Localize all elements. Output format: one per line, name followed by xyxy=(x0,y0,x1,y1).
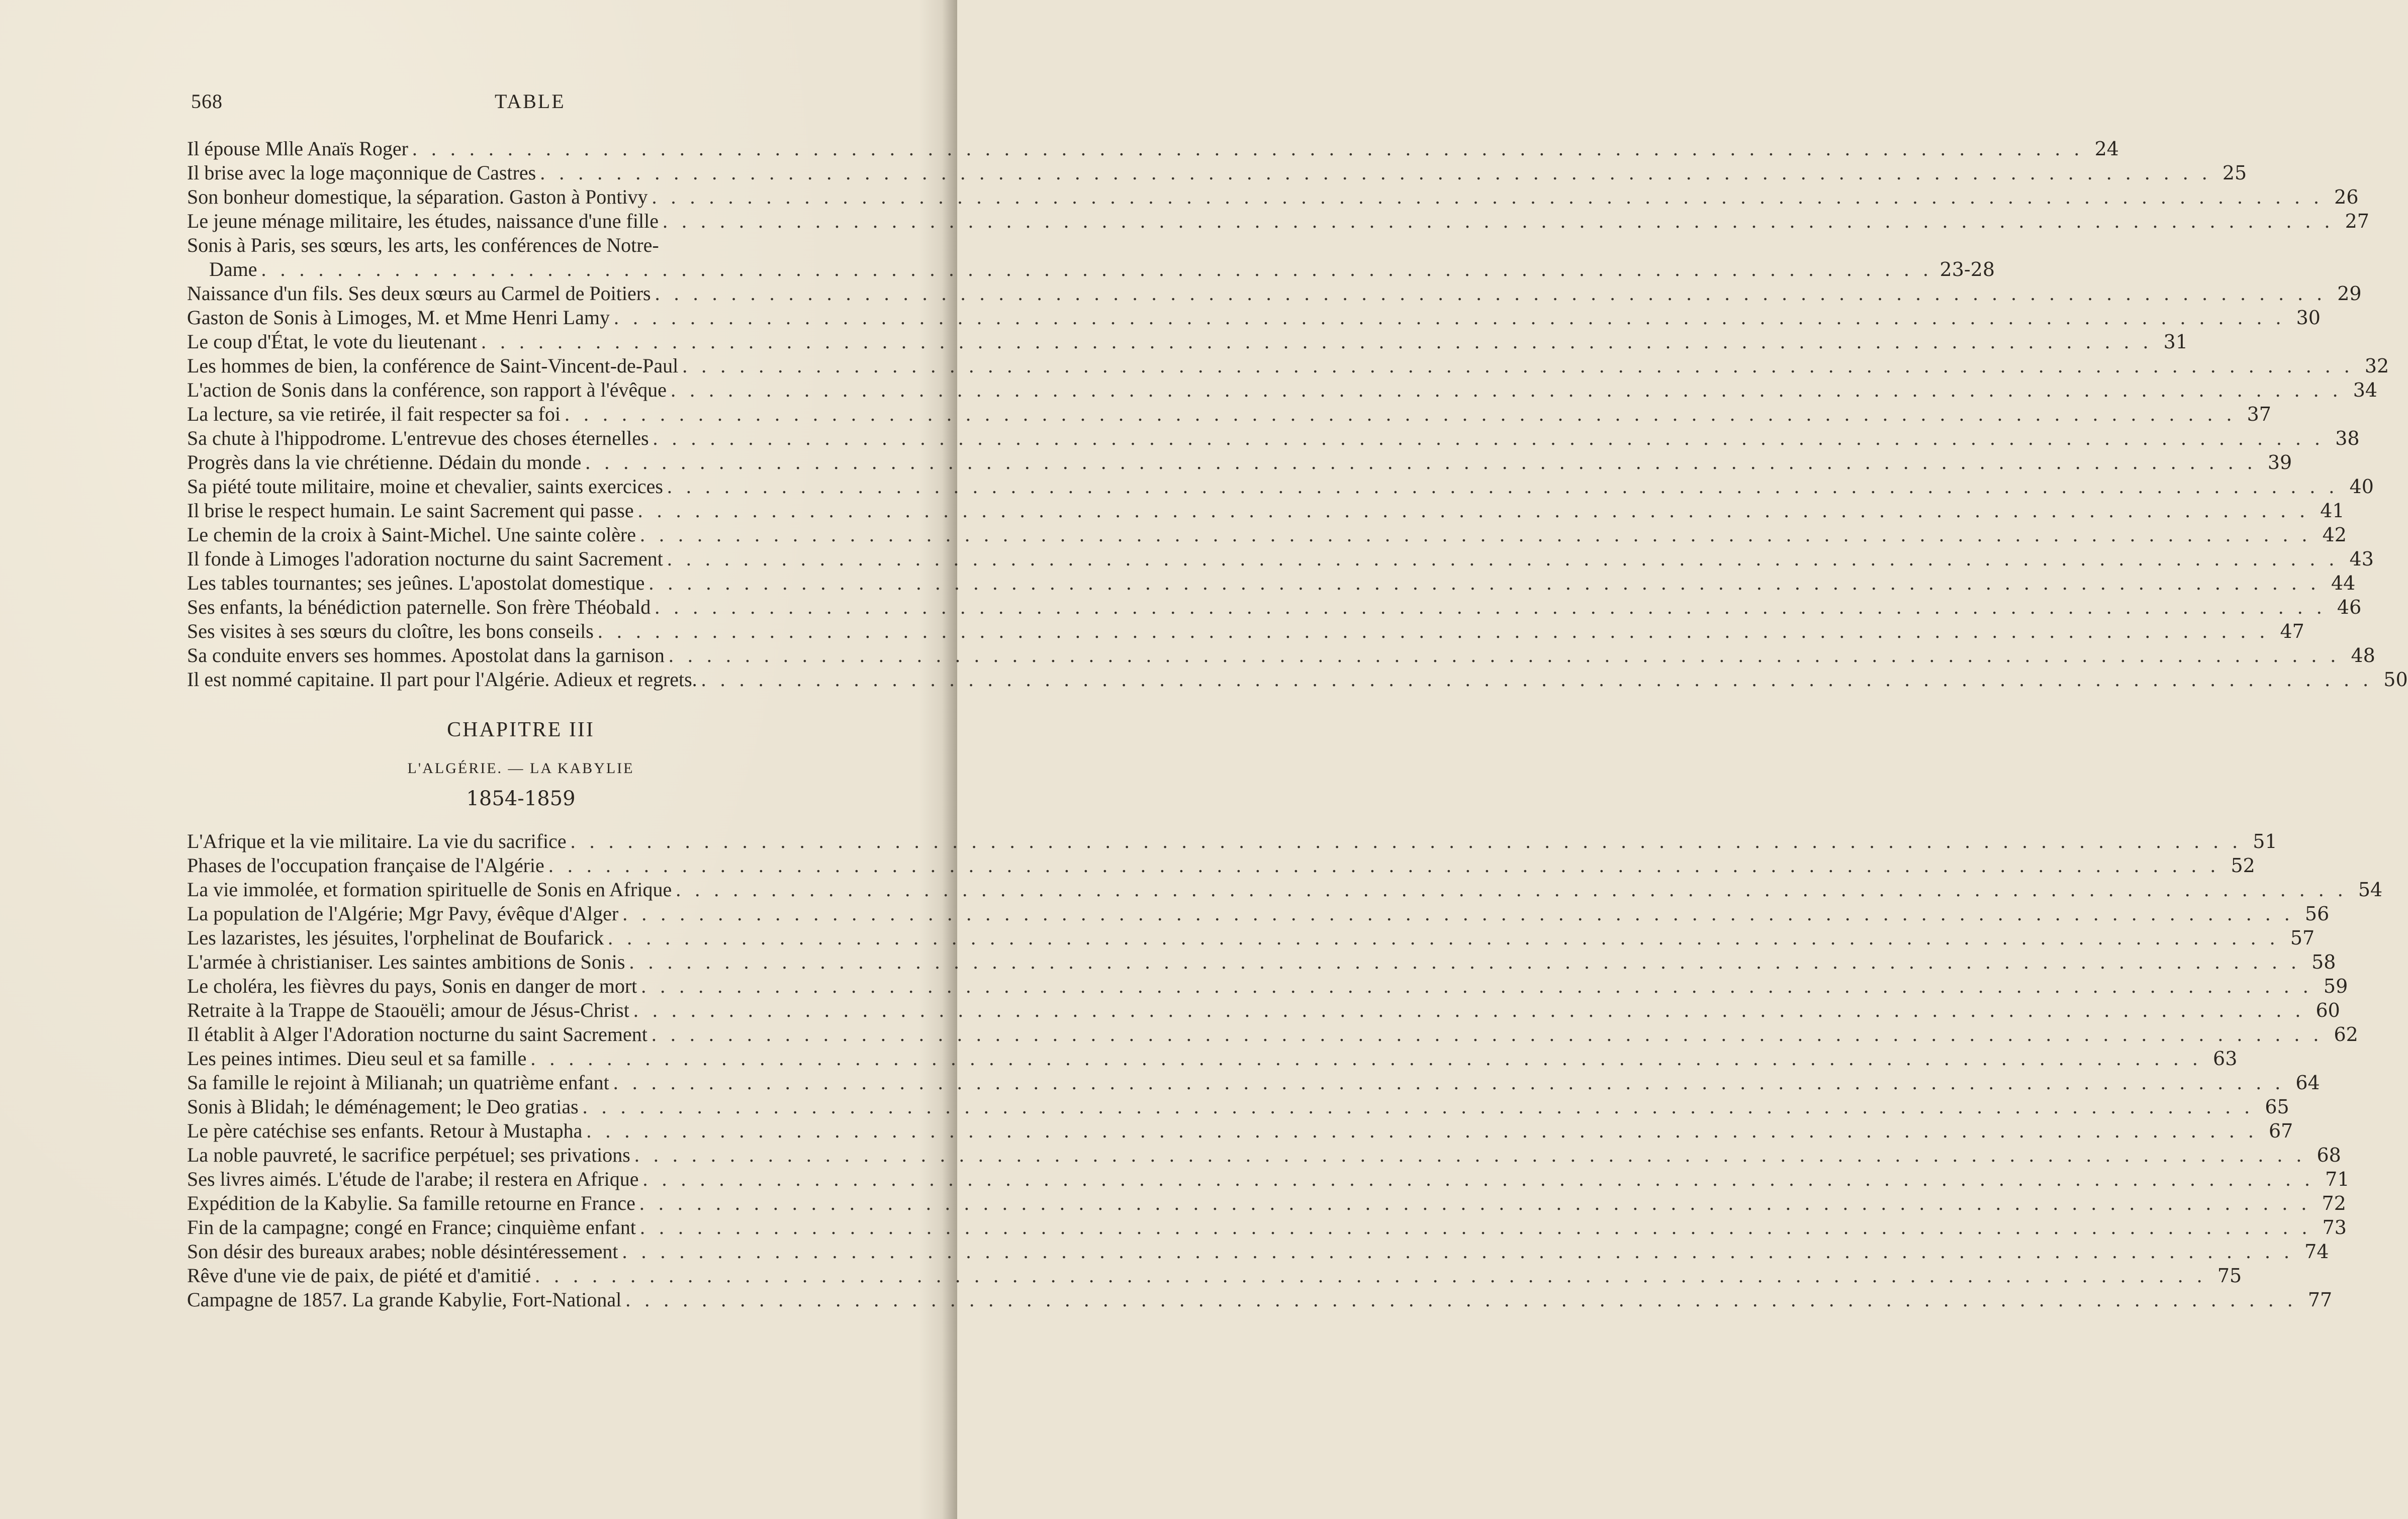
toc-entry-title: La noble pauvreté, le sacrifice perpétuel; ses privations xyxy=(187,1144,630,1166)
toc-entry xyxy=(187,853,2255,878)
toc-entry-page: 25 xyxy=(2222,162,2247,184)
toc-entry-page: 48 xyxy=(2351,644,2375,667)
toc-entry xyxy=(187,209,2369,233)
toc-entry xyxy=(187,1240,2329,1264)
dot-leader xyxy=(667,547,2339,571)
dot-leader xyxy=(585,450,2257,474)
toc-entry xyxy=(187,1022,2358,1047)
toc-entry xyxy=(187,1264,2242,1288)
toc-entry xyxy=(187,668,2408,692)
toc-entry-title: La lecture, sa vie retirée, il fait respecter sa foi xyxy=(187,403,561,425)
dot-leader xyxy=(655,281,2327,306)
toc-entry xyxy=(187,523,2347,547)
chapter-title: CHAPITRE III xyxy=(447,718,595,741)
dot-leader xyxy=(613,1071,2285,1095)
toc-entry xyxy=(187,902,2330,926)
toc-entry xyxy=(187,571,2356,595)
toc-entry-page: 64 xyxy=(2295,1072,2320,1094)
toc-entry-title: Le coup d'État, le vote du lieutenant xyxy=(187,330,478,353)
toc-entry xyxy=(187,1191,2346,1215)
toc-entry xyxy=(187,619,2304,643)
toc-entry-title: Les lazaristes, les jésuites, l'orphelinat de Boufarick xyxy=(187,926,604,949)
toc-entry xyxy=(187,1167,2350,1191)
toc-entry-page: 73 xyxy=(2322,1216,2347,1239)
toc-entry-title: Sa chute à l'hippodrome. L'entrevue des choses éternelles xyxy=(187,427,649,449)
toc-entry-title: Progrès dans la vie chrétienne. Dédain du monde xyxy=(187,451,582,473)
toc-entry xyxy=(187,1047,2238,1071)
dot-leader xyxy=(639,1191,2311,1215)
toc-entry-page: 27 xyxy=(2345,210,2369,232)
toc-entry xyxy=(187,878,2383,902)
dot-leader xyxy=(565,402,2236,426)
dot-leader xyxy=(652,185,2324,209)
toc-entry xyxy=(187,595,2362,619)
toc-entry-page: 44 xyxy=(2331,572,2356,594)
dot-leader xyxy=(535,1264,2206,1288)
toc-entry xyxy=(187,1119,2293,1143)
toc-entry-page: 57 xyxy=(2290,927,2315,949)
toc-entry xyxy=(187,1288,2333,1312)
toc-entry xyxy=(187,1143,2341,1167)
toc-entry xyxy=(187,378,2378,402)
toc-entry-page: 43 xyxy=(2349,548,2374,570)
toc-list-chapter-2 xyxy=(187,137,2408,692)
toc-entry xyxy=(187,547,2374,571)
dot-leader xyxy=(548,853,2220,878)
toc-entry xyxy=(187,161,2247,185)
toc-entry-page: 63 xyxy=(2213,1048,2238,1070)
toc-entry-page: 60 xyxy=(2316,999,2340,1021)
dot-leader xyxy=(412,137,2084,161)
dot-leader xyxy=(649,571,2320,595)
toc-entry-page: 50 xyxy=(2383,669,2408,691)
toc-entry xyxy=(187,926,2315,950)
toc-entry-page: 62 xyxy=(2334,1023,2358,1046)
toc-entry xyxy=(187,233,855,257)
toc-entry-title: L'armée à christianiser. Les saintes ambitions de Sonis xyxy=(187,951,625,973)
toc-entry-page: 38 xyxy=(2335,427,2360,449)
toc-entry-title: Il fonde à Limoges l'adoration nocturne du saint Sacrement xyxy=(187,547,663,570)
toc-entry xyxy=(187,257,1995,281)
toc-entry-title: Son désir des bureaux arabes; noble désintéressement xyxy=(187,1240,618,1263)
dot-leader xyxy=(586,1119,2258,1143)
toc-entry xyxy=(187,306,2321,330)
toc-entry xyxy=(187,402,2271,426)
toc-entry-page: 30 xyxy=(2296,307,2321,329)
dot-leader xyxy=(641,974,2312,998)
page-number: 568 xyxy=(191,90,223,113)
toc-entry-title: Sonis à Blidah; le déménagement; le Deo gratias xyxy=(187,1095,579,1118)
toc-entry xyxy=(187,474,2374,499)
toc-entry-page: 23-28 xyxy=(1939,258,1995,280)
toc-entry xyxy=(187,426,2360,450)
toc-entry xyxy=(187,998,2340,1022)
dot-leader xyxy=(653,426,2325,450)
toc-entry-page: 68 xyxy=(2317,1144,2341,1166)
dot-leader xyxy=(682,354,2354,378)
toc-entry-page: 31 xyxy=(2163,331,2188,353)
toc-entry-page: 74 xyxy=(2304,1241,2329,1263)
toc-entry xyxy=(187,974,2348,998)
toc-entry-page: 52 xyxy=(2231,855,2255,877)
toc-entry-title: Les hommes de bien, la conférence de Saint-Vincent-de-Paul xyxy=(187,354,679,377)
toc-entry-page: 59 xyxy=(2323,975,2348,997)
toc-entry-page: 37 xyxy=(2247,403,2271,425)
toc-entry-title: Le père catéchise ses enfants. Retour à Mustapha xyxy=(187,1119,583,1142)
toc-entry-page: 65 xyxy=(2265,1096,2289,1118)
dot-leader xyxy=(583,1095,2254,1119)
toc-entry-title: Retraite à la Trappe de Staouëli; amour de Jésus-Christ xyxy=(187,999,629,1021)
toc-entry-page: 72 xyxy=(2322,1192,2346,1214)
toc-entry-page: 24 xyxy=(2094,138,2119,160)
toc-entry-title: Fin de la campagne; congé en France; cinquième enfant xyxy=(187,1216,636,1239)
dot-leader xyxy=(634,1143,2306,1167)
toc-entry-page: 58 xyxy=(2311,951,2336,973)
toc-entry xyxy=(187,137,2119,161)
toc-entry-title: La vie immolée, et formation spirituelle de Sonis en Afrique xyxy=(187,878,672,901)
toc-entry-page: 47 xyxy=(2280,620,2304,642)
dot-leader xyxy=(671,378,2342,402)
toc-entry-title: Expédition de la Kabylie. Sa famille retourne en France xyxy=(187,1192,635,1214)
dot-leader xyxy=(530,1047,2202,1071)
toc-list-chapter-3 xyxy=(187,829,2383,1312)
dot-leader xyxy=(481,330,2153,354)
dot-leader xyxy=(643,1167,2314,1191)
toc-entry-title: Il brise avec la loge maçonnique de Castres xyxy=(187,161,536,184)
toc-entry-title: Il est nommé capitaine. Il part pour l'Algérie. Adieux et regrets. xyxy=(187,668,697,691)
toc-entry-title: Naissance d'un fils. Ses deux sœurs au Carmel de Poitiers xyxy=(187,282,651,305)
dot-leader xyxy=(669,643,2340,668)
toc-entry-page: 40 xyxy=(2349,476,2374,498)
dot-leader xyxy=(676,878,2347,902)
toc-entry-title: Sa famille le rejoint à Milianah; un quatrième enfant xyxy=(187,1071,609,1094)
toc-entry-title: Campagne de 1857. La grande Kabylie, Fort-National xyxy=(187,1288,622,1311)
toc-entry-page: 56 xyxy=(2304,903,2330,925)
toc-entry-title: Le choléra, les fièvres du pays, Sonis en danger de mort xyxy=(187,975,637,997)
toc-entry-title: Il épouse Mlle Anaïs Roger xyxy=(187,137,408,160)
toc-entry-title: Les tables tournantes; ses jeûnes. L'apostolat domestique xyxy=(187,572,645,594)
page-edge-shadow xyxy=(942,0,957,1519)
toc-entry-page: 67 xyxy=(2269,1120,2293,1142)
running-head: TABLE xyxy=(495,90,566,113)
toc-entry-title: L'action de Sonis dans la conférence, son rapport à l'évêque xyxy=(187,378,667,401)
dot-leader xyxy=(667,474,2339,499)
toc-entry-page: 54 xyxy=(2358,879,2383,901)
toc-entry-title: La population de l'Algérie; Mgr Pavy, évêque d'Alger xyxy=(187,902,619,925)
toc-entry-title: Dame xyxy=(209,258,257,280)
toc-entry xyxy=(187,950,2336,974)
toc-entry-page: 32 xyxy=(2364,355,2389,377)
toc-entry-page: 51 xyxy=(2253,830,2277,852)
toc-entry xyxy=(187,1215,2347,1240)
dot-leader xyxy=(614,306,2285,330)
toc-entry-page: 71 xyxy=(2325,1168,2350,1190)
toc-entry-title: Ses livres aimés. L'étude de l'arabe; il restera en Afrique xyxy=(187,1168,639,1190)
dot-leader xyxy=(622,902,2294,926)
page-header xyxy=(187,89,855,115)
toc-entry-page: 77 xyxy=(2307,1289,2333,1311)
toc-entry xyxy=(187,281,2362,306)
toc-entry-title: Les peines intimes. Dieu seul et sa famille xyxy=(187,1047,527,1070)
dot-leader xyxy=(608,926,2279,950)
toc-entry xyxy=(187,354,2389,378)
toc-entry-page: 26 xyxy=(2334,186,2359,208)
toc-entry-title: Ses enfants, la bénédiction paternelle. Son frère Théobald xyxy=(187,596,651,618)
toc-entry-page: 41 xyxy=(2320,500,2345,522)
dot-leader xyxy=(640,523,2311,547)
dot-leader xyxy=(629,950,2300,974)
toc-entry-title: Phases de l'occupation française de l'Algérie xyxy=(187,854,544,877)
toc-entry xyxy=(187,829,2277,853)
toc-entry-title: Il brise le respect humain. Le saint Sacrement qui passe xyxy=(187,499,634,522)
toc-entry-title: Son bonheur domestique, la séparation. Gaston à Pontivy xyxy=(187,185,648,208)
toc-entry-page: 46 xyxy=(2337,596,2362,618)
toc-entry xyxy=(187,1095,2289,1119)
toc-entry-title: Il établit à Alger l'Adoration nocturne du saint Sacrement xyxy=(187,1023,647,1046)
toc-entry-page: 39 xyxy=(2267,451,2292,473)
toc-entry-title: Rêve d'une vie de paix, de piété et d'amitié xyxy=(187,1264,531,1287)
toc-entry-title: Sa conduite envers ses hommes. Apostolat dans la garnison xyxy=(187,644,665,667)
toc-entry xyxy=(187,643,2375,668)
dot-leader xyxy=(622,1240,2294,1264)
toc-entry-title: Le chemin de la croix à Saint-Michel. Une sainte colère xyxy=(187,523,636,546)
toc-entry-title: Ses visites à ses sœurs du cloître, les bons conseils xyxy=(187,620,594,642)
toc-entry-page: 75 xyxy=(2217,1265,2242,1287)
toc-entry xyxy=(187,330,2188,354)
toc-entry xyxy=(187,499,2345,523)
dot-leader xyxy=(638,499,2309,523)
toc-entry-page: 42 xyxy=(2322,524,2347,546)
dot-leader xyxy=(633,998,2305,1022)
chapter-subtitle: L'ALGÉRIE. — LA KABYLIE xyxy=(407,760,634,777)
dot-leader xyxy=(625,1288,2297,1312)
dot-leader xyxy=(598,619,2269,643)
toc-entry-title: Sonis à Paris, ses sœurs, les arts, les conférences de Notre- xyxy=(187,234,659,256)
toc-entry xyxy=(187,185,2359,209)
toc-entry-page: 34 xyxy=(2353,379,2378,401)
toc-entry-page: 29 xyxy=(2337,282,2362,305)
toc-entry-title: Gaston de Sonis à Limoges, M. et Mme Henri Lamy xyxy=(187,306,610,329)
toc-entry xyxy=(187,450,2292,474)
dot-leader xyxy=(540,161,2211,185)
dot-leader xyxy=(655,595,2326,619)
dot-leader xyxy=(571,829,2242,853)
dot-leader xyxy=(652,1022,2323,1047)
dot-leader xyxy=(663,209,2334,233)
toc-entry-title: Le jeune ménage militaire, les études, naissance d'une fille xyxy=(187,210,659,232)
chapter-dates: 1854-1859 xyxy=(466,787,576,810)
toc-entry xyxy=(187,1071,2320,1095)
dot-leader xyxy=(640,1215,2311,1240)
toc-entry-title: L'Afrique et la vie militaire. La vie du sacrifice xyxy=(187,830,567,852)
toc-entry-title: Sa piété toute militaire, moine et chevalier, saints exercices xyxy=(187,475,663,498)
dot-leader xyxy=(261,257,1933,281)
